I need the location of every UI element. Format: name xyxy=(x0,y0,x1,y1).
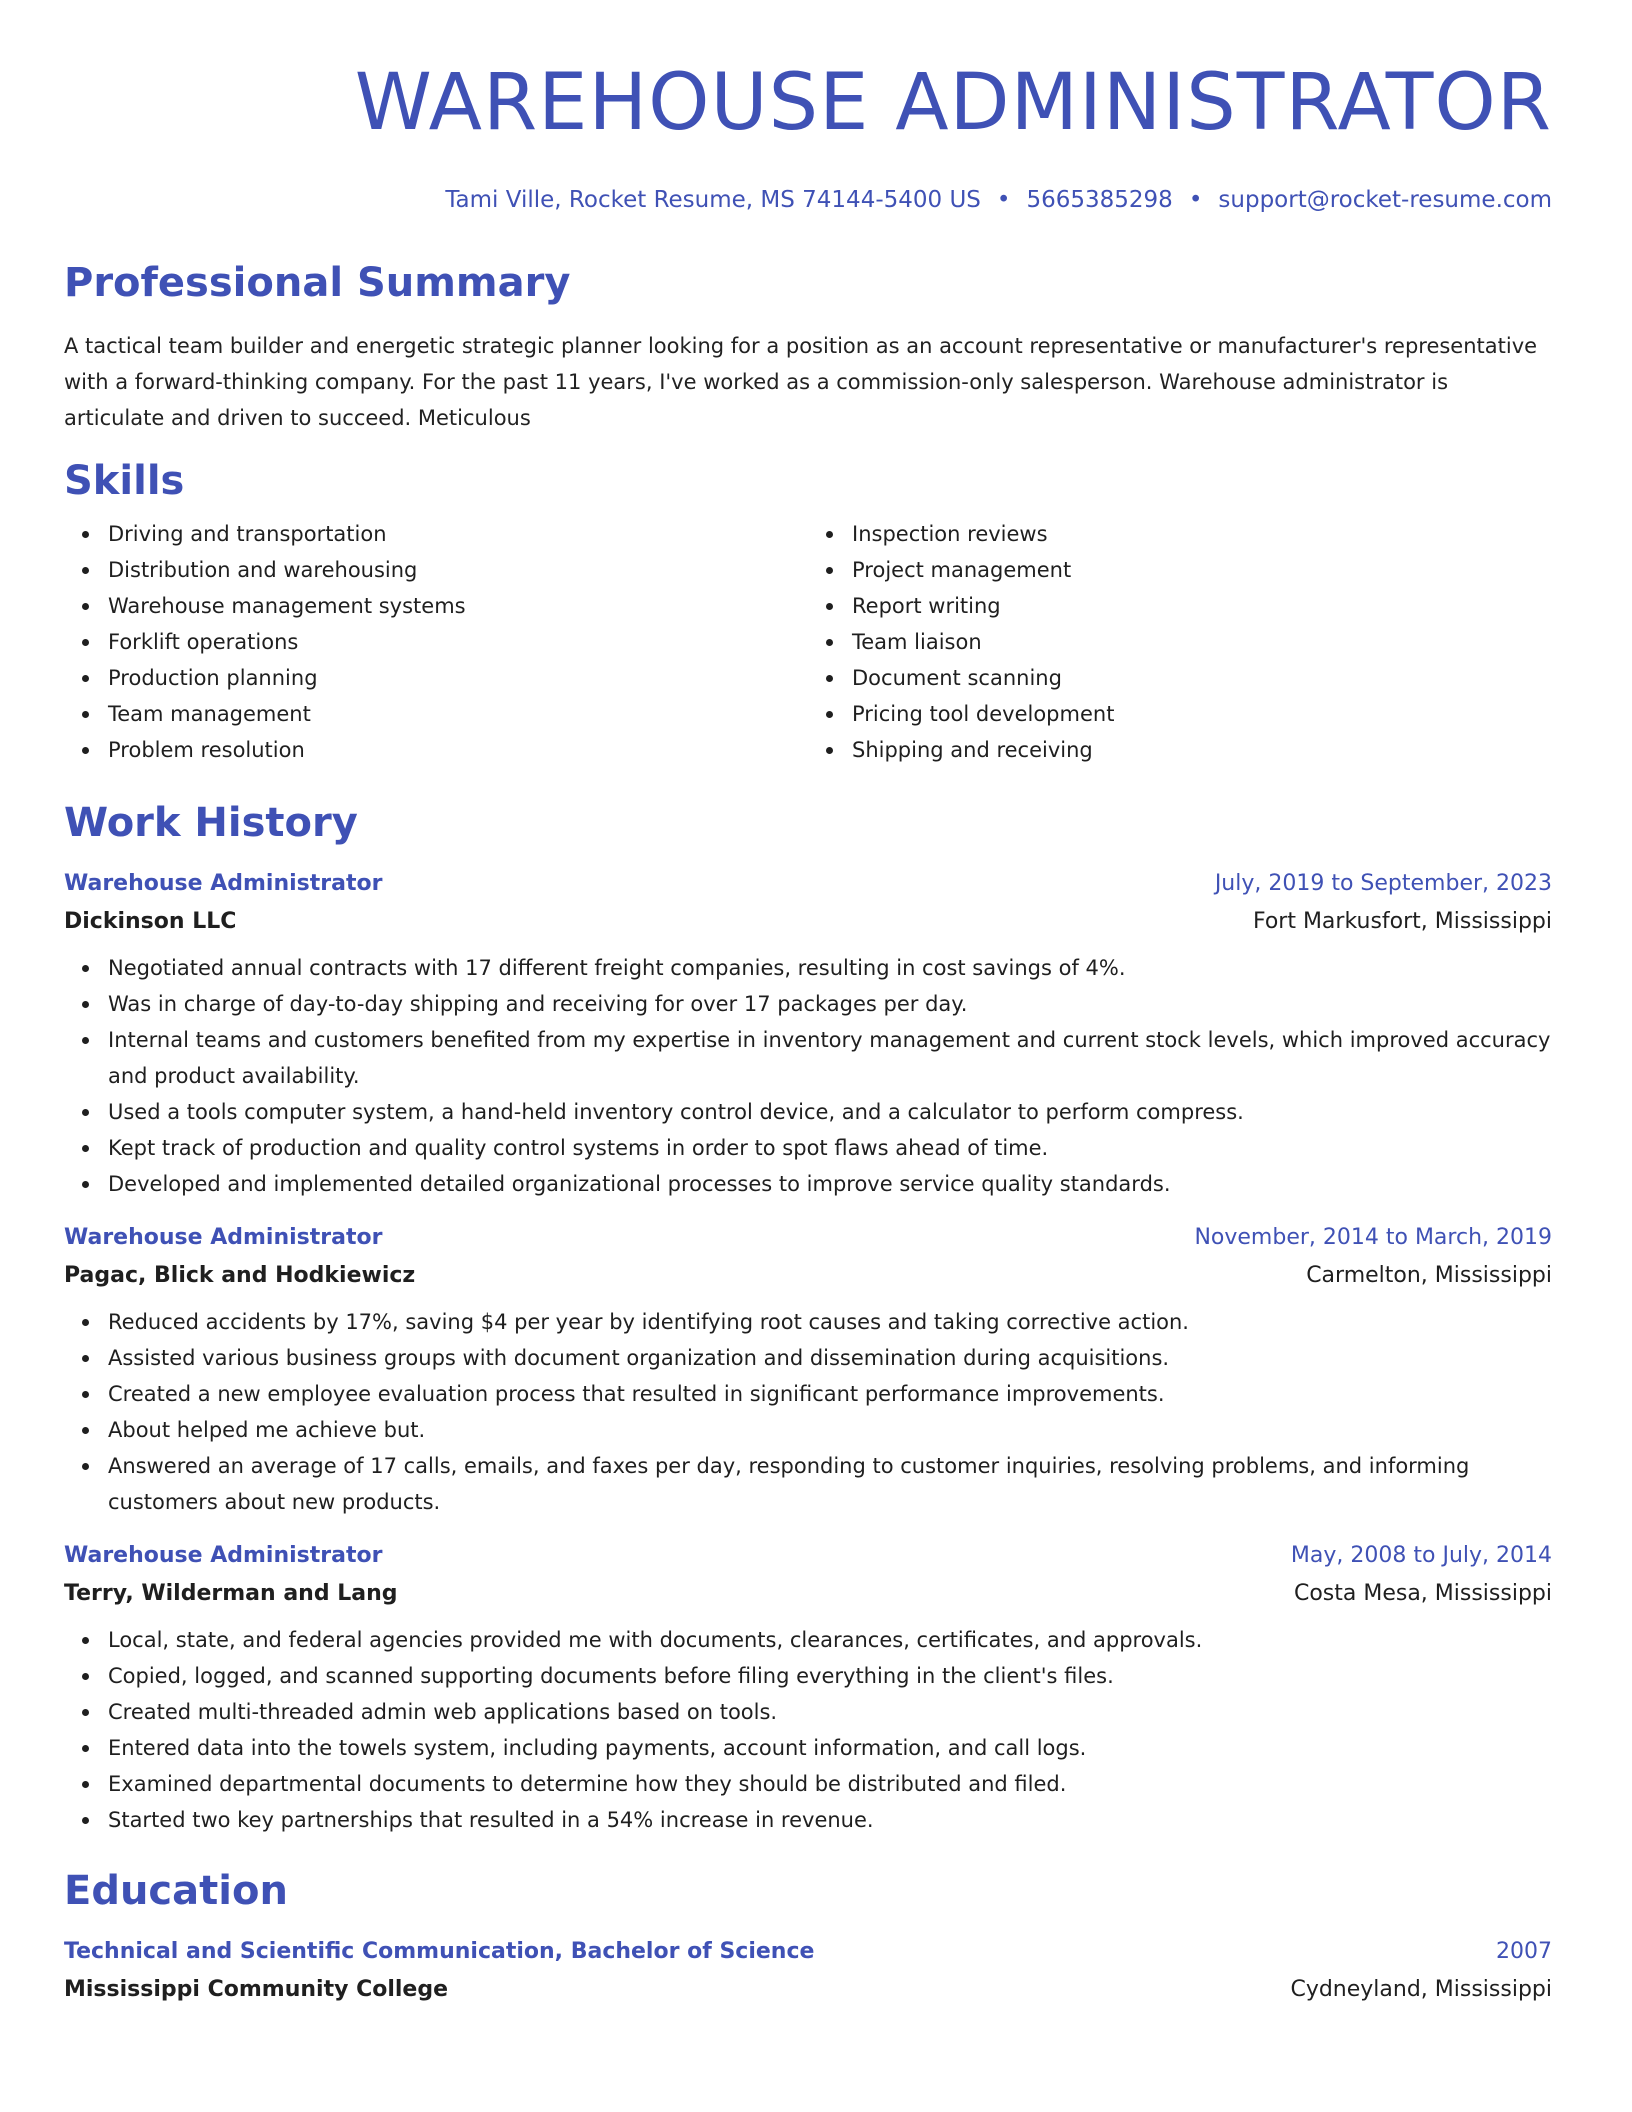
skills-list xyxy=(64,516,1552,768)
skills-column-right xyxy=(808,516,1552,768)
job-bullet: Started two key partnerships that resulted in a 54% increase in revenue. xyxy=(108,1802,1552,1838)
education-heading: Education xyxy=(64,1868,288,1914)
skill-item: Distribution and warehousing xyxy=(108,552,808,588)
contact-separator: • xyxy=(996,187,1011,213)
job-bullet: Was in charge of day-to-day shipping and receiving for over 17 packages per day. xyxy=(108,986,1552,1022)
education-header xyxy=(64,1934,1552,1970)
skill-item: Production planning xyxy=(108,660,808,696)
job-role: Warehouse Administrator xyxy=(64,1225,383,1250)
job-dates: May, 2008 to July, 2014 xyxy=(1290,1543,1552,1568)
resume-page xyxy=(64,0,1552,2010)
skill-item: Shipping and receiving xyxy=(852,732,1552,768)
skill-item: Warehouse management systems xyxy=(108,588,808,624)
job-bullet: Created a new employee evaluation process that resulted in significant performance improvements. xyxy=(108,1376,1552,1412)
education-subheader xyxy=(64,1970,1552,2010)
contact-phone: 5665385298 xyxy=(1026,187,1173,213)
job-bullet: Developed and implemented detailed organizational processes to improve service quality standards. xyxy=(108,1166,1552,1202)
job-bullet: Negotiated annual contracts with 17 different freight companies, resulting in cost savings of 4%. xyxy=(108,950,1552,986)
education-location: Cydneyland, Mississippi xyxy=(1290,1977,1552,2002)
education-entry xyxy=(64,1934,1552,2010)
job-bullet: Used a tools computer system, a hand-held inventory control device, and a calculator to perform compress. xyxy=(108,1094,1552,1130)
job-bullet: Kept track of production and quality control systems in order to spot flaws ahead of time. xyxy=(108,1130,1552,1166)
job-company: Dickinson LLC xyxy=(64,909,237,934)
resume-title: WAREHOUSE ADMINISTRATOR xyxy=(354,58,1552,148)
summary-heading: Professional Summary xyxy=(64,260,571,306)
education-degree: Technical and Scientific Communication, Bachelor of Science xyxy=(64,1939,815,1964)
work-history-heading: Work History xyxy=(64,800,358,846)
job-bullets xyxy=(64,950,1552,1202)
job-header xyxy=(64,1220,1552,1256)
skill-item: Problem resolution xyxy=(108,732,808,768)
job-dates: July, 2019 to September, 2023 xyxy=(1214,871,1552,896)
job-bullet: Local, state, and federal agencies provided me with documents, clearances, certificates, and approvals. xyxy=(108,1622,1552,1658)
job-bullet: Assisted various business groups with document organization and dissemination during acquisitions. xyxy=(108,1340,1552,1376)
skill-item: Report writing xyxy=(852,588,1552,624)
job-subheader xyxy=(64,902,1552,942)
contact-line xyxy=(64,186,1552,214)
job-location: Carmelton, Mississippi xyxy=(1306,1263,1552,1288)
job-bullet: Entered data into the towels system, including payments, account information, and call logs. xyxy=(108,1730,1552,1766)
job-entry xyxy=(64,1220,1552,1520)
job-role: Warehouse Administrator xyxy=(64,871,383,896)
skill-item: Team liaison xyxy=(852,624,1552,660)
job-header xyxy=(64,1538,1552,1574)
job-bullet: Reduced accidents by 17%, saving $4 per year by identifying root causes and taking corrective action. xyxy=(108,1304,1552,1340)
job-entry xyxy=(64,1538,1552,1838)
job-subheader xyxy=(64,1574,1552,1614)
skills-column-left xyxy=(64,516,808,768)
job-bullets xyxy=(64,1622,1552,1838)
education-school: Mississippi Community College xyxy=(64,1977,449,2002)
job-location: Costa Mesa, Mississippi xyxy=(1293,1581,1552,1606)
job-role: Warehouse Administrator xyxy=(64,1543,383,1568)
job-bullet: Examined departmental documents to determine how they should be distributed and filed. xyxy=(108,1766,1552,1802)
skill-item: Forklift operations xyxy=(108,624,808,660)
skill-item: Team management xyxy=(108,696,808,732)
job-header xyxy=(64,866,1552,902)
contact-separator: • xyxy=(1188,187,1203,213)
education-year: 2007 xyxy=(1496,1939,1552,1964)
summary-text: A tactical team builder and energetic strategic planner looking for a position as an account representative or manufacturer's representative with a forward-thinking company. For the past 11 years, I've worked as a commission-only salesperson. Warehouse administrator is articulate and driven to succeed. Meticulous xyxy=(64,334,1538,430)
job-bullets xyxy=(64,1304,1552,1520)
contact-address: Tami Ville, Rocket Resume, MS 74144-5400 US xyxy=(445,187,981,213)
skill-item: Inspection reviews xyxy=(852,516,1552,552)
job-bullet: Answered an average of 17 calls, emails, and faxes per day, responding to customer inquiries, resolving problems, and informing customers about new products. xyxy=(108,1448,1552,1520)
job-subheader xyxy=(64,1256,1552,1296)
job-bullet: Created multi-threaded admin web applications based on tools. xyxy=(108,1694,1552,1730)
skill-item: Project management xyxy=(852,552,1552,588)
job-entry xyxy=(64,866,1552,1202)
job-location: Fort Markusfort, Mississippi xyxy=(1252,909,1552,934)
job-bullet: Internal teams and customers benefited from my expertise in inventory management and current stock levels, which improved accuracy and product availability. xyxy=(108,1022,1552,1094)
skill-item: Driving and transportation xyxy=(108,516,808,552)
skill-item: Document scanning xyxy=(852,660,1552,696)
job-bullet: About helped me achieve but. xyxy=(108,1412,1552,1448)
job-dates: November, 2014 to March, 2019 xyxy=(1194,1225,1552,1250)
job-company: Pagac, Blick and Hodkiewicz xyxy=(64,1263,416,1288)
skills-heading: Skills xyxy=(64,458,185,504)
job-company: Terry, Wilderman and Lang xyxy=(64,1581,398,1606)
skill-item: Pricing tool development xyxy=(852,696,1552,732)
job-bullet: Copied, logged, and scanned supporting documents before filing everything in the client's files. xyxy=(108,1658,1552,1694)
contact-email[interactable]: support@rocket-resume.com xyxy=(1218,187,1552,213)
